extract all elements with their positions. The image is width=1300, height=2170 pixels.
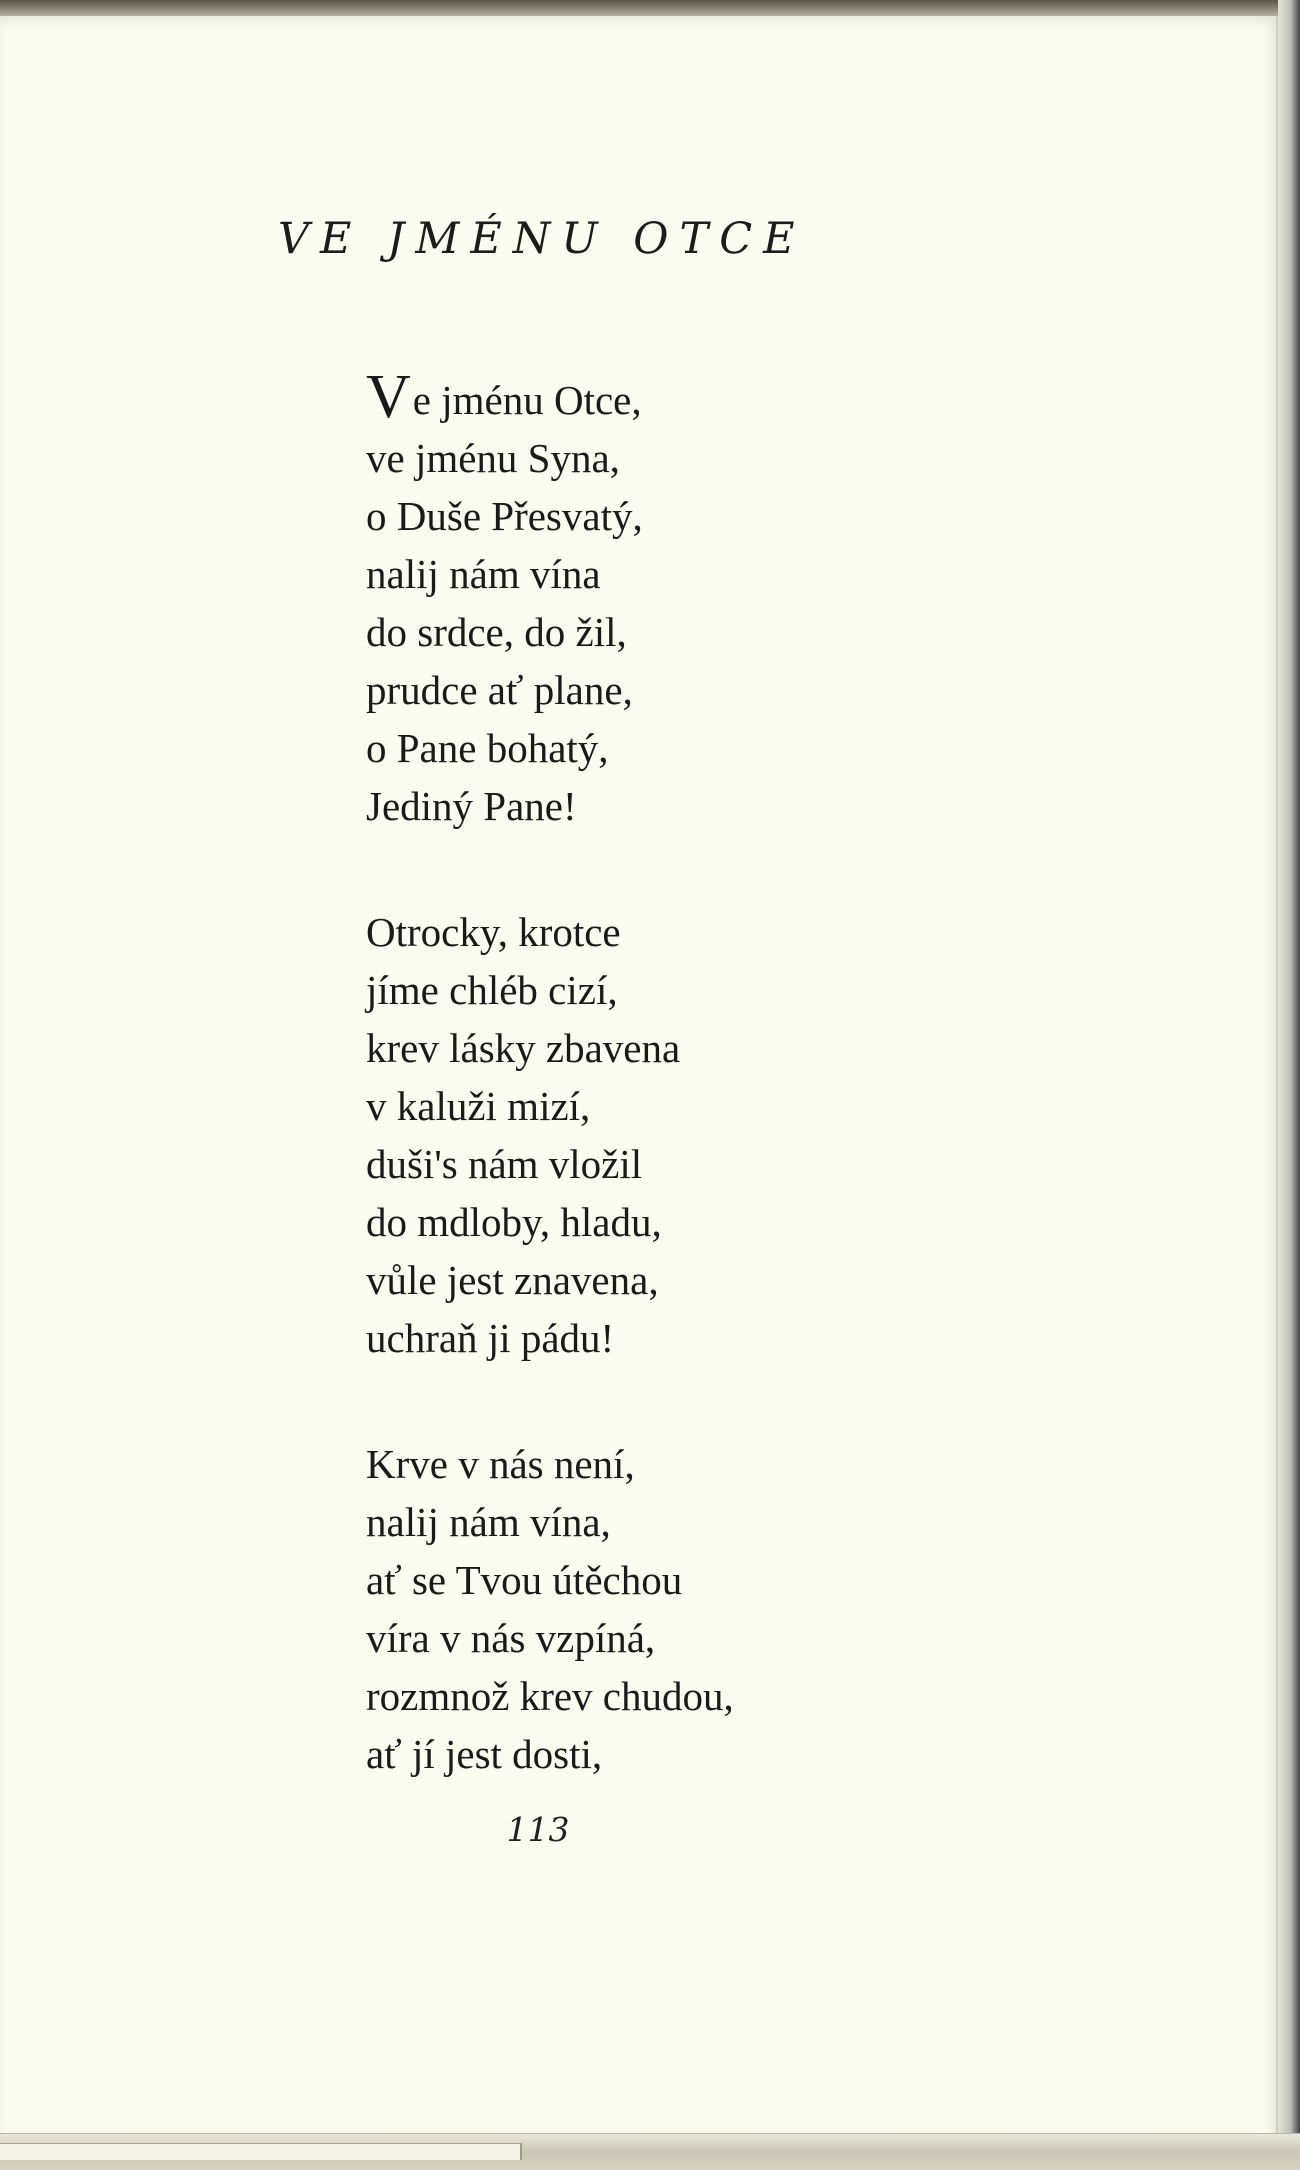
poem-line: vůle jest znavena, — [366, 1257, 659, 1303]
poem-line: ve jménu Syna, — [366, 435, 620, 481]
book-page — [0, 16, 1278, 2136]
poem-body — [366, 363, 886, 1851]
poem-line: do srdce, do žil, — [366, 609, 627, 655]
poem-line: ať se Tvou útěchou — [366, 1557, 683, 1603]
poem-line: uchraň ji pádu! — [366, 1315, 615, 1361]
poem-line: nalij nám vína, — [366, 1499, 611, 1545]
first-line-text: e jménu Otce, — [412, 377, 642, 423]
page-right-edge — [1278, 0, 1300, 2170]
poem-line — [366, 363, 886, 431]
poem-line: Otrocky, krotce — [366, 909, 621, 955]
poem-line: nalij nám vína — [366, 551, 601, 597]
poem-title: VE JMÉNU OTCE — [278, 214, 806, 264]
stanza-1 — [366, 363, 886, 835]
poem-line: prudce ať plane, — [366, 667, 633, 713]
page-number: 113 — [506, 1810, 570, 1849]
drop-initial: V — [366, 363, 411, 431]
poem-line: jíme chléb cizí, — [366, 967, 618, 1013]
poem-line: Jediný Pane! — [366, 783, 577, 829]
poem-line: o Duše Přesvatý, — [366, 493, 643, 539]
poem-line: duši's nám vložil — [366, 1141, 643, 1187]
poem-line: víra v nás vzpíná, — [366, 1615, 656, 1661]
poem-line: do mdloby, hladu, — [366, 1199, 662, 1245]
poem-line: Krve v nás není, — [366, 1441, 635, 1487]
poem-line: o Pane bohatý, — [366, 725, 609, 771]
stanza-2 — [366, 903, 886, 1367]
poem-line: v kaluži mizí, — [366, 1083, 591, 1129]
poem-line: rozmnož krev chudou, — [366, 1673, 734, 1719]
poem-line: krev lásky zbavena — [366, 1025, 681, 1071]
stanza-3 — [366, 1435, 886, 1783]
underlying-sheet — [0, 2143, 522, 2160]
poem-line: ať jí jest dosti, — [366, 1731, 603, 1777]
